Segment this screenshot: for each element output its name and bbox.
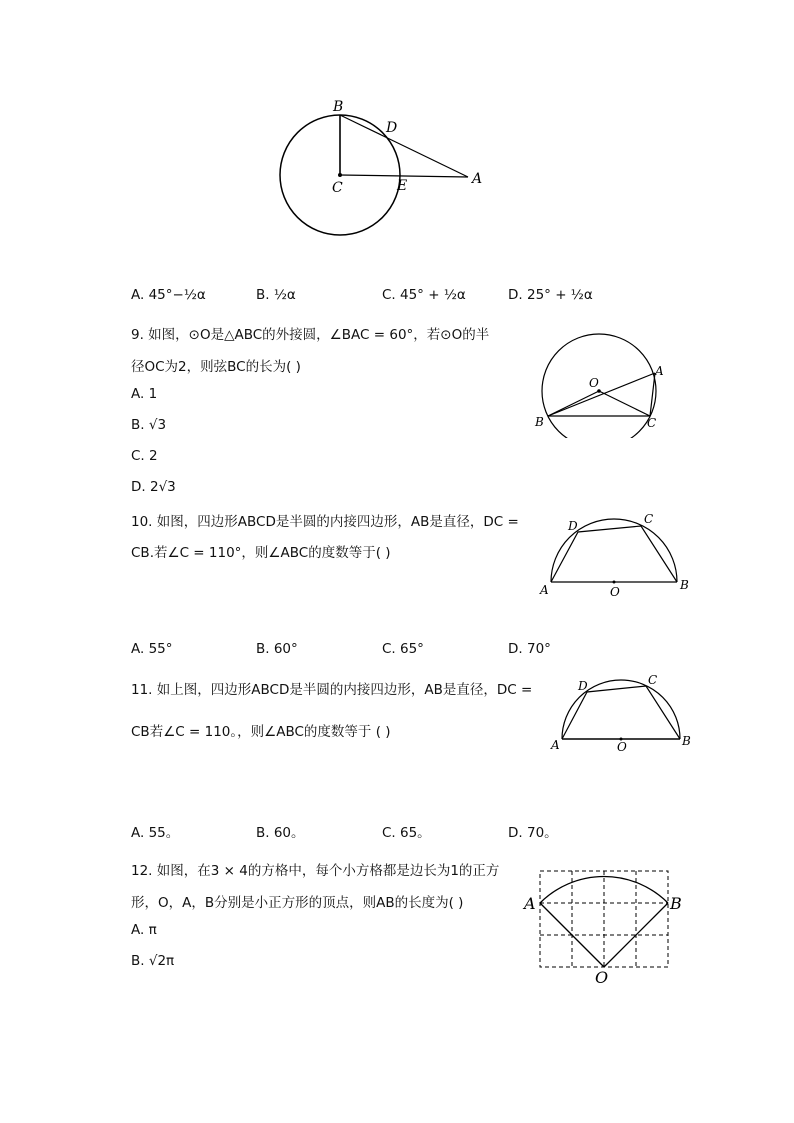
q11-label-d: D [578, 679, 588, 693]
q10-stem-line2: CB.若∠C = 110°，则∠ABC的度数等于( ) [131, 545, 391, 561]
q10-stem-line1: 10. 如图，四边形ABCD是半圆的内接四边形，AB是直径，DC = [131, 514, 519, 530]
q9-stem-line2: 径OC为2，则弦BC的长为( ) [131, 359, 301, 375]
q9-stem-line1: 9. 如图，⊙O是△ABC的外接圆，∠BAC = 60°，若⊙O的半 [131, 327, 490, 343]
q10-option-c: C. 65° [382, 641, 424, 657]
q8-option-d: D. 25° + ½α [508, 287, 593, 303]
q11-label-b: B [682, 734, 691, 748]
q8-label-b: B [333, 99, 344, 115]
q10-label-b: B [680, 578, 689, 592]
q8-segment-ba [340, 115, 468, 177]
q9-label-c: C [647, 416, 657, 430]
q10-label-a: A [540, 583, 549, 597]
q9-circle [542, 334, 656, 438]
q9-label-o: O [589, 376, 599, 390]
q8-label-e: E [397, 178, 408, 194]
q10-label-d: D [568, 519, 578, 533]
q9-label-b: B [535, 415, 544, 429]
q11-figure [545, 670, 695, 755]
q9-option-b: B. √3 [131, 417, 167, 433]
q10-option-d: D. 70° [508, 641, 551, 657]
q8-label-a: A [472, 171, 483, 187]
q9-option-a: A. 1 [131, 386, 158, 402]
q10-figure [535, 505, 695, 600]
q10-option-b: B. 60° [256, 641, 298, 657]
q11-option-a: A. 55。 [131, 825, 180, 841]
q11-option-c: C. 65。 [382, 825, 431, 841]
q12-option-b: B. √2π [131, 953, 175, 969]
q11-label-o: O [617, 740, 627, 754]
q11-option-d: D. 70。 [508, 825, 558, 841]
q12-label-a: A [524, 894, 536, 913]
q12-label-b: B [670, 894, 682, 913]
q8-label-d: D [386, 120, 398, 136]
q8-segment-ca [340, 175, 468, 177]
q12-stem-line2: 形，O，A，B分别是小正方形的顶点，则AB的长度为( ) [131, 895, 464, 911]
q11-option-b: B. 60。 [256, 825, 305, 841]
q11-stem-line2: CB若∠C = 110。，则∠ABC的度数等于 ( ) [131, 724, 391, 740]
q9-option-c: C. 2 [131, 448, 158, 464]
q8-option-c: C. 45° + ½α [382, 287, 466, 303]
q8-option-b: B. ½α [256, 287, 296, 303]
q12-stem-line1: 12. 如图，在3 × 4的方格中，每个小方格都是边长为1的正方 [131, 863, 500, 879]
q8-label-c: C [332, 180, 343, 196]
q9-figure [530, 328, 670, 438]
q10-option-a: A. 55° [131, 641, 173, 657]
q12-figure [520, 862, 690, 987]
q11-label-c: C [648, 673, 658, 687]
q11-label-a: A [551, 738, 560, 752]
q8-option-a: A. 45°−½α [131, 287, 206, 303]
q10-label-o: O [610, 585, 620, 599]
q9-option-d: D. 2√3 [131, 479, 176, 495]
q11-stem-line1: 11. 如上图，四边形ABCD是半圆的内接四边形，AB是直径，DC = [131, 682, 533, 698]
q12-label-o: O [595, 968, 609, 987]
q12-option-a: A. π [131, 922, 157, 938]
q8-figure [270, 95, 500, 245]
q10-label-c: C [644, 512, 654, 526]
q9-label-a: A [655, 364, 664, 378]
